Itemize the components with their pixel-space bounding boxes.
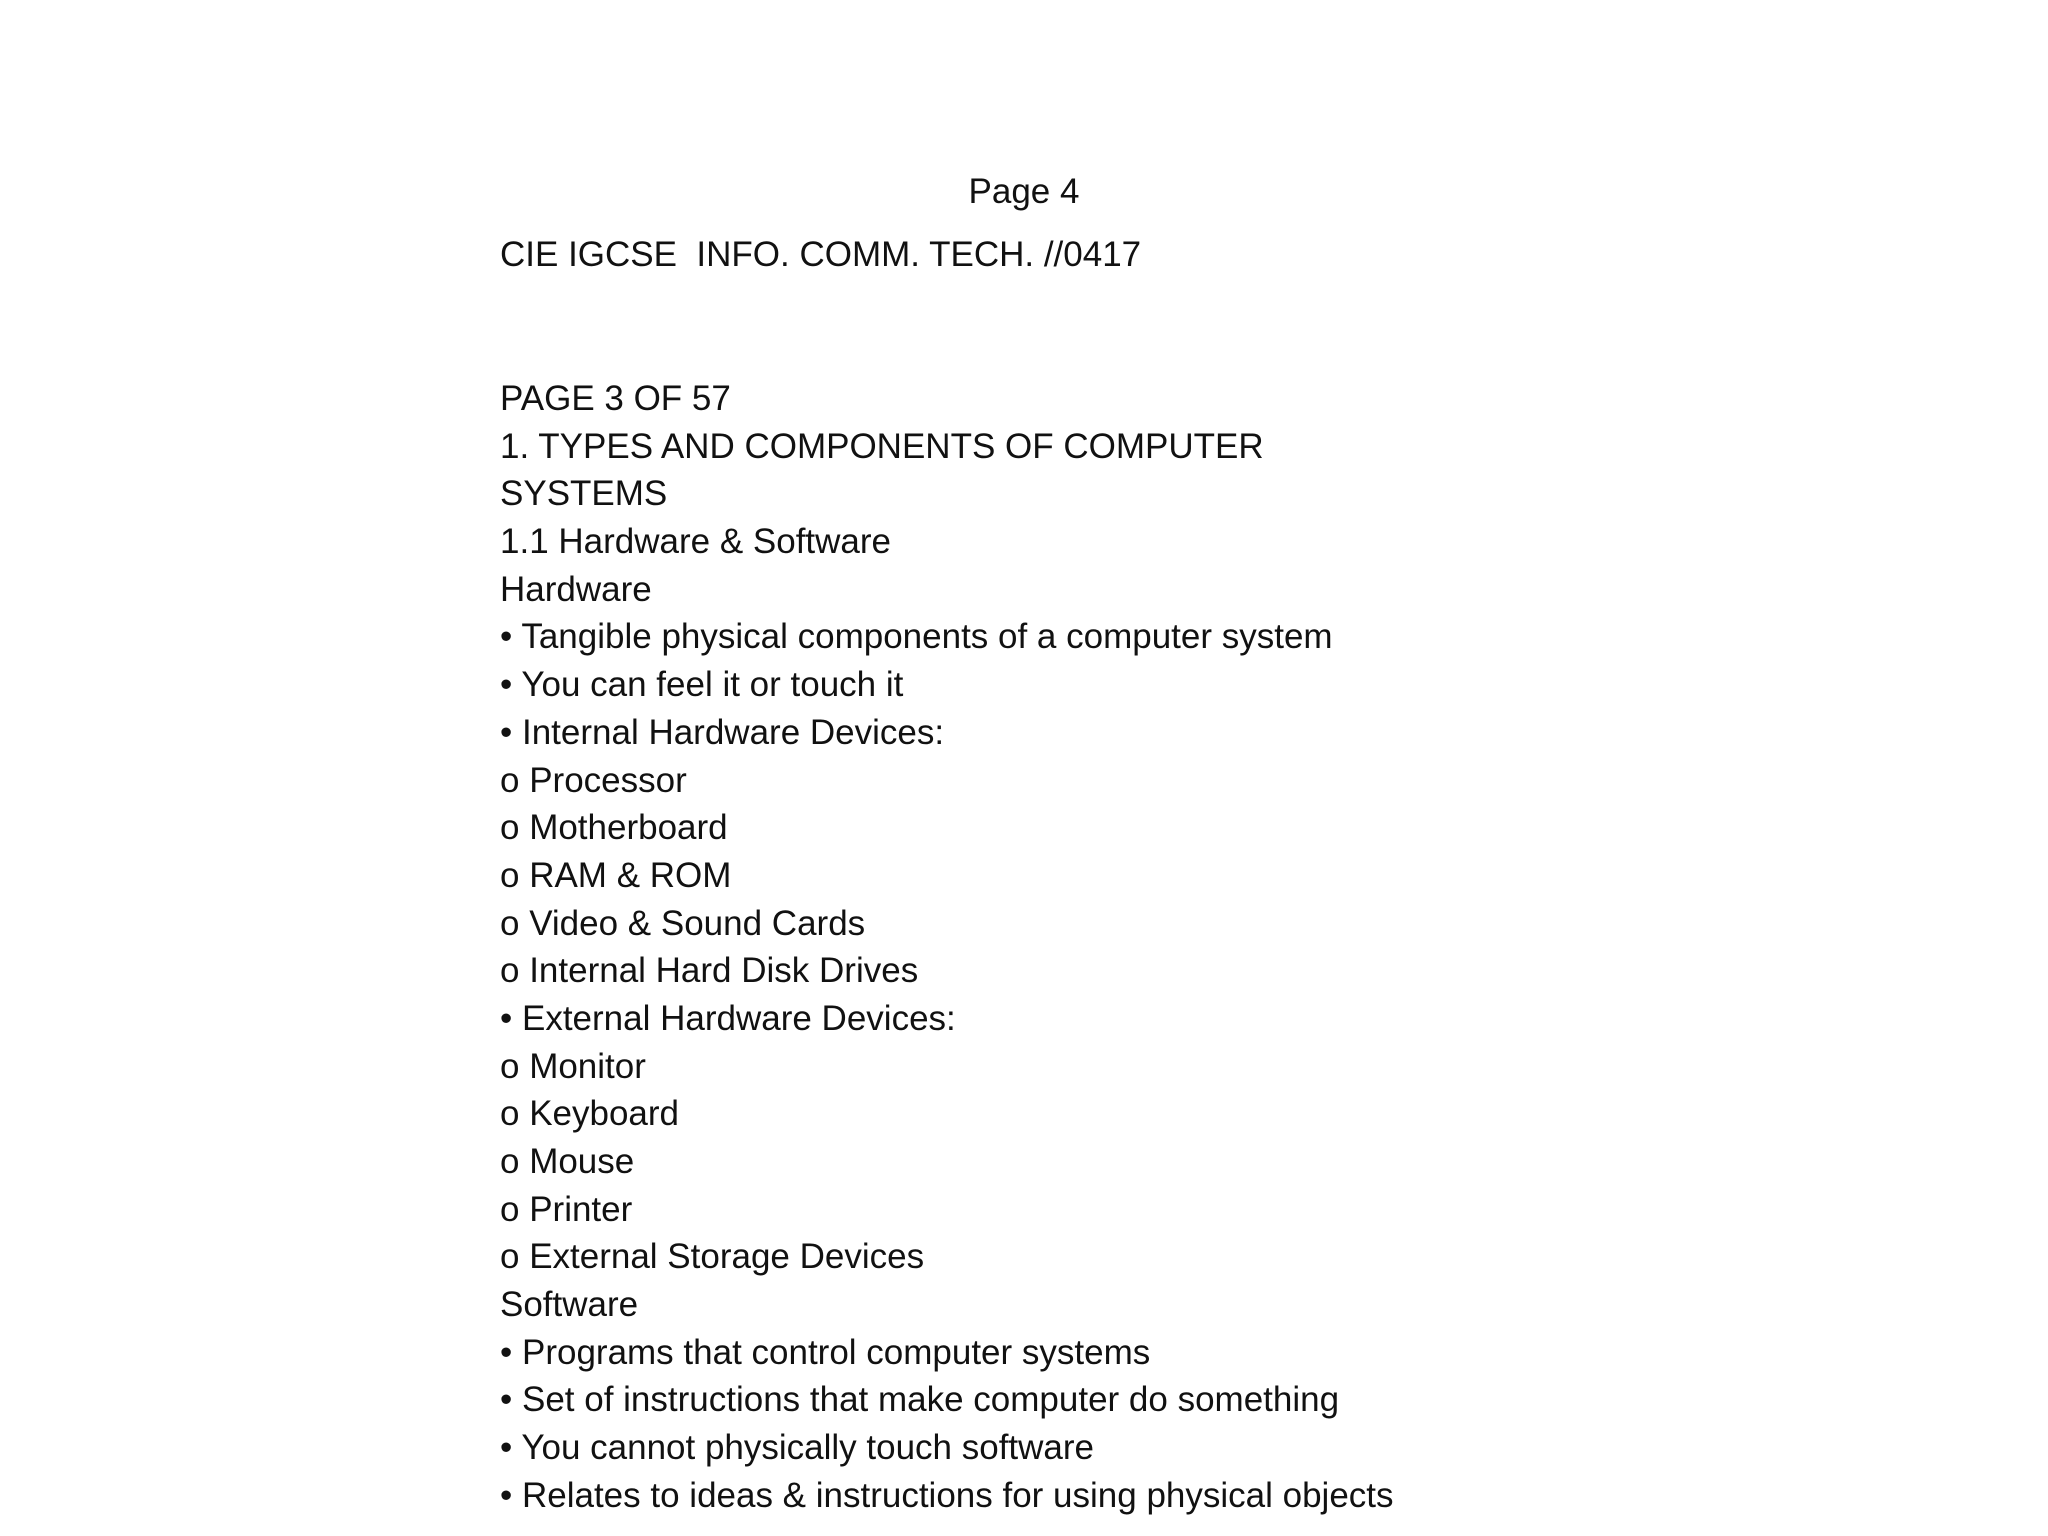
course-header: CIE IGCSE INFO. COMM. TECH. //0417	[500, 235, 1142, 274]
bullet-item: • Relates to ideas & instructions for using physical objects	[500, 1475, 1394, 1515]
sub-bullet-item: o Video & Sound Cards	[500, 903, 866, 943]
section-heading: 1. TYPES AND COMPONENTS OF COMPUTER	[500, 426, 1264, 466]
subsection-heading: 1.1 Hardware & Software	[500, 522, 892, 562]
bullet-item: • External Hardware Devices:	[500, 998, 956, 1038]
sub-bullet-item: o Keyboard	[500, 1094, 680, 1134]
topic-heading-hardware: Hardware	[500, 569, 652, 609]
sub-bullet-item: o RAM & ROM	[500, 855, 732, 895]
bullet-item: • Tangible physical components of a computer system	[500, 617, 1333, 657]
sub-bullet-item: o Monitor	[500, 1046, 646, 1086]
sub-bullet-item: o Internal Hard Disk Drives	[500, 951, 919, 991]
bullet-item: • Programs that control computer systems	[500, 1332, 1151, 1372]
sub-bullet-item: o Mouse	[500, 1142, 635, 1181]
page-count-line: PAGE 3 OF 57	[500, 379, 731, 418]
page-number-label: Page 4	[968, 172, 1080, 211]
bullet-item: • Internal Hardware Devices:	[500, 712, 945, 752]
bullet-item: • Set of instructions that make computer do something	[500, 1380, 1340, 1420]
topic-heading-software: Software	[500, 1285, 639, 1325]
sub-bullet-item: o Printer	[500, 1189, 633, 1229]
section-heading-continued: SYSTEMS	[500, 474, 668, 514]
document-body	[500, 375, 1394, 1520]
bullet-item: • You cannot physically touch software	[500, 1428, 1095, 1468]
bullet-item: • You can feel it or touch it	[500, 665, 904, 705]
sub-bullet-item: o External Storage Devices	[500, 1237, 925, 1277]
sub-bullet-item: o Processor	[500, 760, 687, 800]
sub-bullet-item: o Motherboard	[500, 808, 728, 848]
